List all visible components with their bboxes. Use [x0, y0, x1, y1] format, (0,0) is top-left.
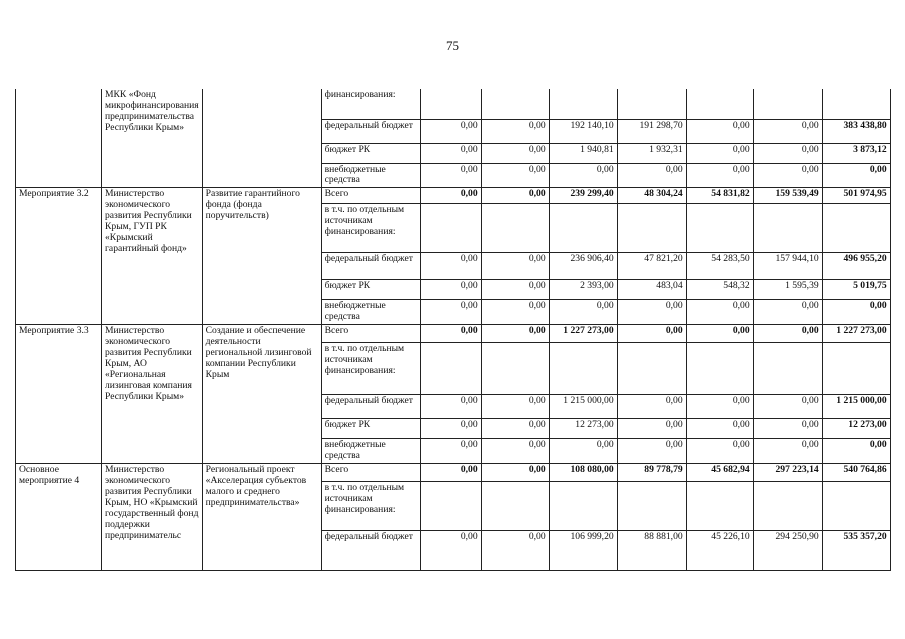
total-cell: 12 273,00: [822, 419, 890, 439]
value-cell: [686, 204, 753, 253]
value-cell: [481, 343, 549, 395]
value-cell: [481, 204, 549, 253]
value-cell: 108 080,00: [549, 464, 617, 482]
total-cell: 501 974,95: [822, 188, 890, 204]
source-cell: бюджет РК: [321, 143, 420, 163]
value-cell: 0,00: [481, 253, 549, 280]
value-cell: 1 215 000,00: [549, 395, 617, 419]
value-cell: 88 881,00: [617, 531, 686, 571]
source-cell: бюджет РК: [321, 419, 420, 439]
total-cell: 3 873,12: [822, 143, 890, 163]
total-cell: 0,00: [822, 439, 890, 464]
source-cell: внебюджетные средства: [321, 439, 420, 464]
activity-name-cell: Мероприятие 3.3: [16, 325, 102, 464]
value-cell: [617, 204, 686, 253]
value-cell: 0,00: [686, 300, 753, 325]
value-cell: 0,00: [617, 163, 686, 188]
financing-table: [15, 89, 891, 571]
value-cell: 0,00: [420, 395, 481, 419]
source-cell: финансирования:: [321, 89, 420, 119]
executor-cell: МКК «Фонд микрофинансирования предпринимательства Республики Крым»: [102, 89, 203, 188]
value-cell: 48 304,24: [617, 188, 686, 204]
value-cell: 0,00: [420, 188, 481, 204]
value-cell: 0,00: [753, 419, 822, 439]
value-cell: 0,00: [481, 325, 549, 343]
source-cell: Всего: [321, 325, 420, 343]
value-cell: 0,00: [420, 253, 481, 280]
source-cell: внебюджетные средства: [321, 300, 420, 325]
activity-name-cell: Основное мероприятие 4: [16, 464, 102, 571]
value-cell: 0,00: [420, 464, 481, 482]
value-cell: [549, 204, 617, 253]
value-cell: 0,00: [686, 395, 753, 419]
total-cell: [822, 343, 890, 395]
value-cell: 0,00: [420, 419, 481, 439]
value-cell: [481, 482, 549, 531]
value-cell: 0,00: [753, 119, 822, 143]
value-cell: 89 778,79: [617, 464, 686, 482]
value-cell: 0,00: [753, 395, 822, 419]
description-cell: Развитие гарантийного фонда (фонда поручительств): [202, 188, 321, 325]
total-cell: [822, 204, 890, 253]
value-cell: 0,00: [686, 163, 753, 188]
value-cell: 0,00: [617, 395, 686, 419]
value-cell: [753, 343, 822, 395]
value-cell: 47 821,20: [617, 253, 686, 280]
activity-name-cell: [16, 89, 102, 188]
value-cell: 0,00: [617, 300, 686, 325]
value-cell: 0,00: [617, 419, 686, 439]
value-cell: [753, 482, 822, 531]
value-cell: 0,00: [420, 300, 481, 325]
value-cell: 239 299,40: [549, 188, 617, 204]
value-cell: 45 226,10: [686, 531, 753, 571]
executor-cell: Министерство экономического развития Республики Крым, АО «Региональная лизинговая компания Республики Крым»: [102, 325, 203, 464]
value-cell: [420, 89, 481, 119]
value-cell: 548,32: [686, 280, 753, 300]
table-row: [16, 464, 891, 482]
value-cell: 0,00: [686, 143, 753, 163]
value-cell: 12 273,00: [549, 419, 617, 439]
value-cell: 157 944,10: [753, 253, 822, 280]
value-cell: 0,00: [420, 325, 481, 343]
value-cell: 0,00: [481, 188, 549, 204]
total-cell: 1 215 000,00: [822, 395, 890, 419]
value-cell: 0,00: [481, 439, 549, 464]
value-cell: 0,00: [420, 143, 481, 163]
activity-name-cell: Мероприятие 3.2: [16, 188, 102, 325]
value-cell: 0,00: [420, 531, 481, 571]
value-cell: 0,00: [481, 280, 549, 300]
value-cell: 159 539,49: [753, 188, 822, 204]
total-cell: 535 357,20: [822, 531, 890, 571]
value-cell: 1 227 273,00: [549, 325, 617, 343]
source-cell: федеральный бюджет: [321, 531, 420, 571]
total-cell: 383 438,80: [822, 119, 890, 143]
value-cell: [617, 482, 686, 531]
value-cell: 0,00: [686, 119, 753, 143]
value-cell: [481, 89, 549, 119]
source-cell: федеральный бюджет: [321, 395, 420, 419]
value-cell: 0,00: [617, 325, 686, 343]
value-cell: 0,00: [753, 325, 822, 343]
value-cell: [549, 343, 617, 395]
value-cell: 0,00: [481, 464, 549, 482]
value-cell: 0,00: [549, 300, 617, 325]
value-cell: 0,00: [420, 439, 481, 464]
total-cell: 0,00: [822, 163, 890, 188]
value-cell: 0,00: [481, 300, 549, 325]
value-cell: 192 140,10: [549, 119, 617, 143]
value-cell: [617, 343, 686, 395]
value-cell: 54 283,50: [686, 253, 753, 280]
source-cell: бюджет РК: [321, 280, 420, 300]
value-cell: [549, 89, 617, 119]
value-cell: 0,00: [617, 439, 686, 464]
value-cell: [420, 343, 481, 395]
source-cell: в т.ч. по отдельным источникам финансирования:: [321, 482, 420, 531]
value-cell: 0,00: [753, 439, 822, 464]
source-cell: внебюджетные средства: [321, 163, 420, 188]
value-cell: 294 250,90: [753, 531, 822, 571]
table-row: [16, 325, 891, 343]
value-cell: 0,00: [481, 163, 549, 188]
value-cell: 0,00: [753, 143, 822, 163]
total-cell: [822, 89, 890, 119]
value-cell: 0,00: [753, 163, 822, 188]
value-cell: 2 393,00: [549, 280, 617, 300]
value-cell: 1 595,39: [753, 280, 822, 300]
value-cell: 191 298,70: [617, 119, 686, 143]
description-cell: [202, 89, 321, 188]
source-cell: в т.ч. по отдельным источникам финансирования:: [321, 204, 420, 253]
value-cell: 0,00: [420, 280, 481, 300]
source-cell: Всего: [321, 464, 420, 482]
value-cell: 0,00: [481, 119, 549, 143]
value-cell: 0,00: [686, 325, 753, 343]
value-cell: 0,00: [481, 143, 549, 163]
value-cell: 0,00: [686, 419, 753, 439]
value-cell: 0,00: [753, 300, 822, 325]
page-number: 75: [446, 38, 459, 53]
value-cell: [686, 89, 753, 119]
executor-cell: Министерство экономического развития Республики Крым, НО «Крымский государственный фонд поддержки предпринимательс: [102, 464, 203, 571]
total-cell: 1 227 273,00: [822, 325, 890, 343]
value-cell: [420, 204, 481, 253]
value-cell: [686, 482, 753, 531]
value-cell: 0,00: [420, 163, 481, 188]
value-cell: [549, 482, 617, 531]
value-cell: [686, 343, 753, 395]
value-cell: 54 831,82: [686, 188, 753, 204]
value-cell: [753, 89, 822, 119]
total-cell: 540 764,86: [822, 464, 890, 482]
table-row: [16, 89, 891, 119]
value-cell: [420, 482, 481, 531]
value-cell: 0,00: [481, 395, 549, 419]
value-cell: 0,00: [420, 119, 481, 143]
source-cell: Всего: [321, 188, 420, 204]
total-cell: 496 955,20: [822, 253, 890, 280]
value-cell: 106 999,20: [549, 531, 617, 571]
value-cell: 0,00: [481, 531, 549, 571]
value-cell: 236 906,40: [549, 253, 617, 280]
description-cell: Региональный проект «Акселерация субъектов малого и среднего предпринимательства»: [202, 464, 321, 571]
total-cell: 0,00: [822, 300, 890, 325]
value-cell: 45 682,94: [686, 464, 753, 482]
value-cell: 0,00: [549, 439, 617, 464]
value-cell: 1 940,81: [549, 143, 617, 163]
table-row: [16, 188, 891, 204]
value-cell: 1 932,31: [617, 143, 686, 163]
source-cell: федеральный бюджет: [321, 253, 420, 280]
value-cell: [617, 89, 686, 119]
value-cell: 0,00: [549, 163, 617, 188]
value-cell: 483,04: [617, 280, 686, 300]
source-cell: федеральный бюджет: [321, 119, 420, 143]
value-cell: 297 223,14: [753, 464, 822, 482]
total-cell: 5 019,75: [822, 280, 890, 300]
value-cell: 0,00: [686, 439, 753, 464]
source-cell: в т.ч. по отдельным источникам финансирования:: [321, 343, 420, 395]
executor-cell: Министерство экономического развития Республики Крым, ГУП РК «Крымский гарантийный фонд»: [102, 188, 203, 325]
total-cell: [822, 482, 890, 531]
description-cell: Создание и обеспечение деятельности региональной лизинговой компании Республики Крым: [202, 325, 321, 464]
value-cell: [753, 204, 822, 253]
value-cell: 0,00: [481, 419, 549, 439]
